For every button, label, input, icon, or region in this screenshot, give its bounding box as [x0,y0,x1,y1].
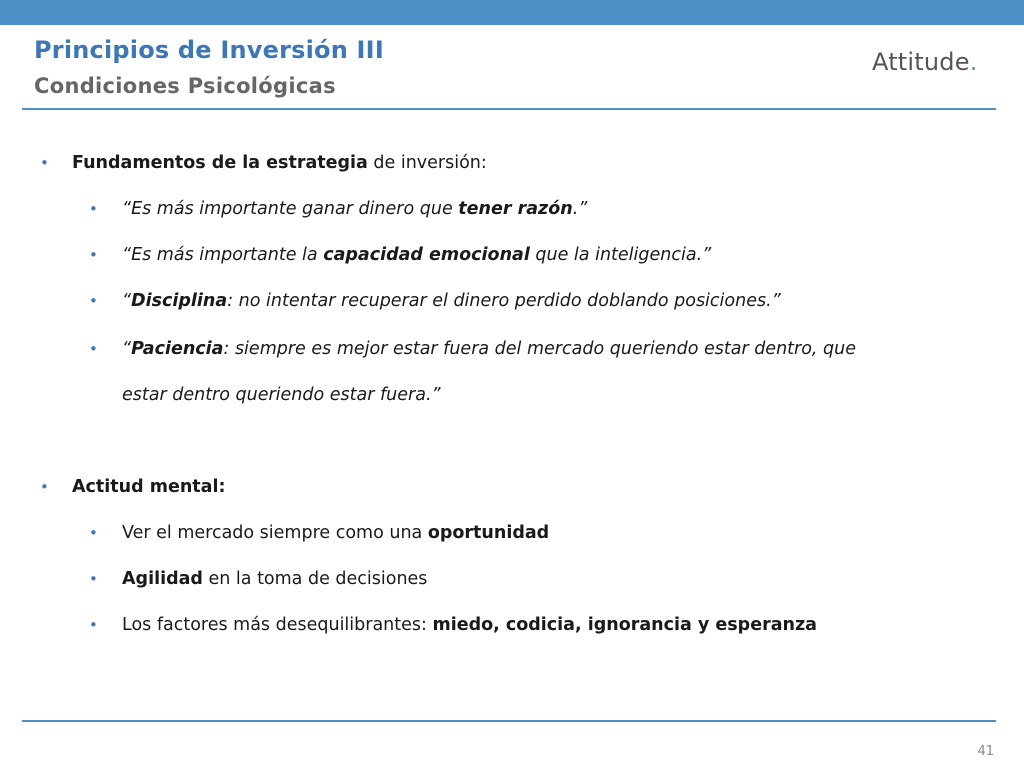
quote-text: “ [122,291,132,311]
quote-paciencia [122,338,856,360]
section-heading-bold: Actitud mental: [72,477,226,497]
page-number: 41 [977,744,994,759]
item-emphasis: oportunidad [427,523,550,543]
item-text: Los factores más desequilibrantes: [122,615,433,635]
bullet-marker: • [89,570,98,588]
item-agilidad [122,568,427,590]
bullet-marker: • [40,478,49,496]
quote-text: : no intentar recuperar el dinero perdido doblando posiciones.” [227,291,781,311]
quote-emphasis: capacidad emocional [323,245,530,265]
logo-dot: . [969,48,978,76]
bullet-marker: • [89,200,98,218]
item-oportunidad [122,522,549,544]
section-heading-actitud [72,476,225,498]
quote-text: : siempre es mejor estar fuera del mercado queriendo estar dentro, que [223,339,857,359]
quote-tener-razon [122,198,587,220]
quote-disciplina [122,290,781,312]
quote-text: que la inteligencia.” [529,245,712,265]
section-heading-bold: Fundamentos de la estrategia [72,153,368,173]
item-factores [122,614,817,636]
attitude-logo [872,48,978,76]
top-accent-bar [0,0,1024,25]
quote-capacidad-emocional [122,244,711,266]
bullet-marker: • [89,616,98,634]
item-emphasis: miedo, codicia, ignorancia y esperanza [432,615,817,635]
quote-emphasis: tener razón [458,199,573,219]
footer-divider [22,720,996,722]
quote-text: “Es más importante la [122,245,324,265]
bullet-marker: • [89,292,98,310]
section-heading-rest: de inversión: [367,153,487,173]
header-divider [22,108,996,110]
item-text: en la toma de decisiones [202,569,428,589]
bullet-marker: • [89,524,98,542]
bullet-marker: • [89,340,98,358]
quote-text: “ [122,339,132,359]
slide-title: Principios de Inversión III [34,36,384,64]
slide-subtitle: Condiciones Psicológicas [34,74,336,98]
quote-text: .” [572,199,588,219]
bullet-marker: • [89,246,98,264]
bullet-marker: • [40,154,49,172]
item-emphasis: Agilidad [122,569,203,589]
quote-paciencia-continuation: estar dentro queriendo estar fuera.” [122,385,441,405]
logo-text: Attitude [872,48,970,76]
quote-emphasis: Disciplina [131,291,228,311]
quote-text: “Es más importante ganar dinero que [122,199,459,219]
section-heading-fundamentos [72,152,487,174]
item-text: Ver el mercado siempre como una [122,523,428,543]
quote-emphasis: Paciencia [131,339,224,359]
